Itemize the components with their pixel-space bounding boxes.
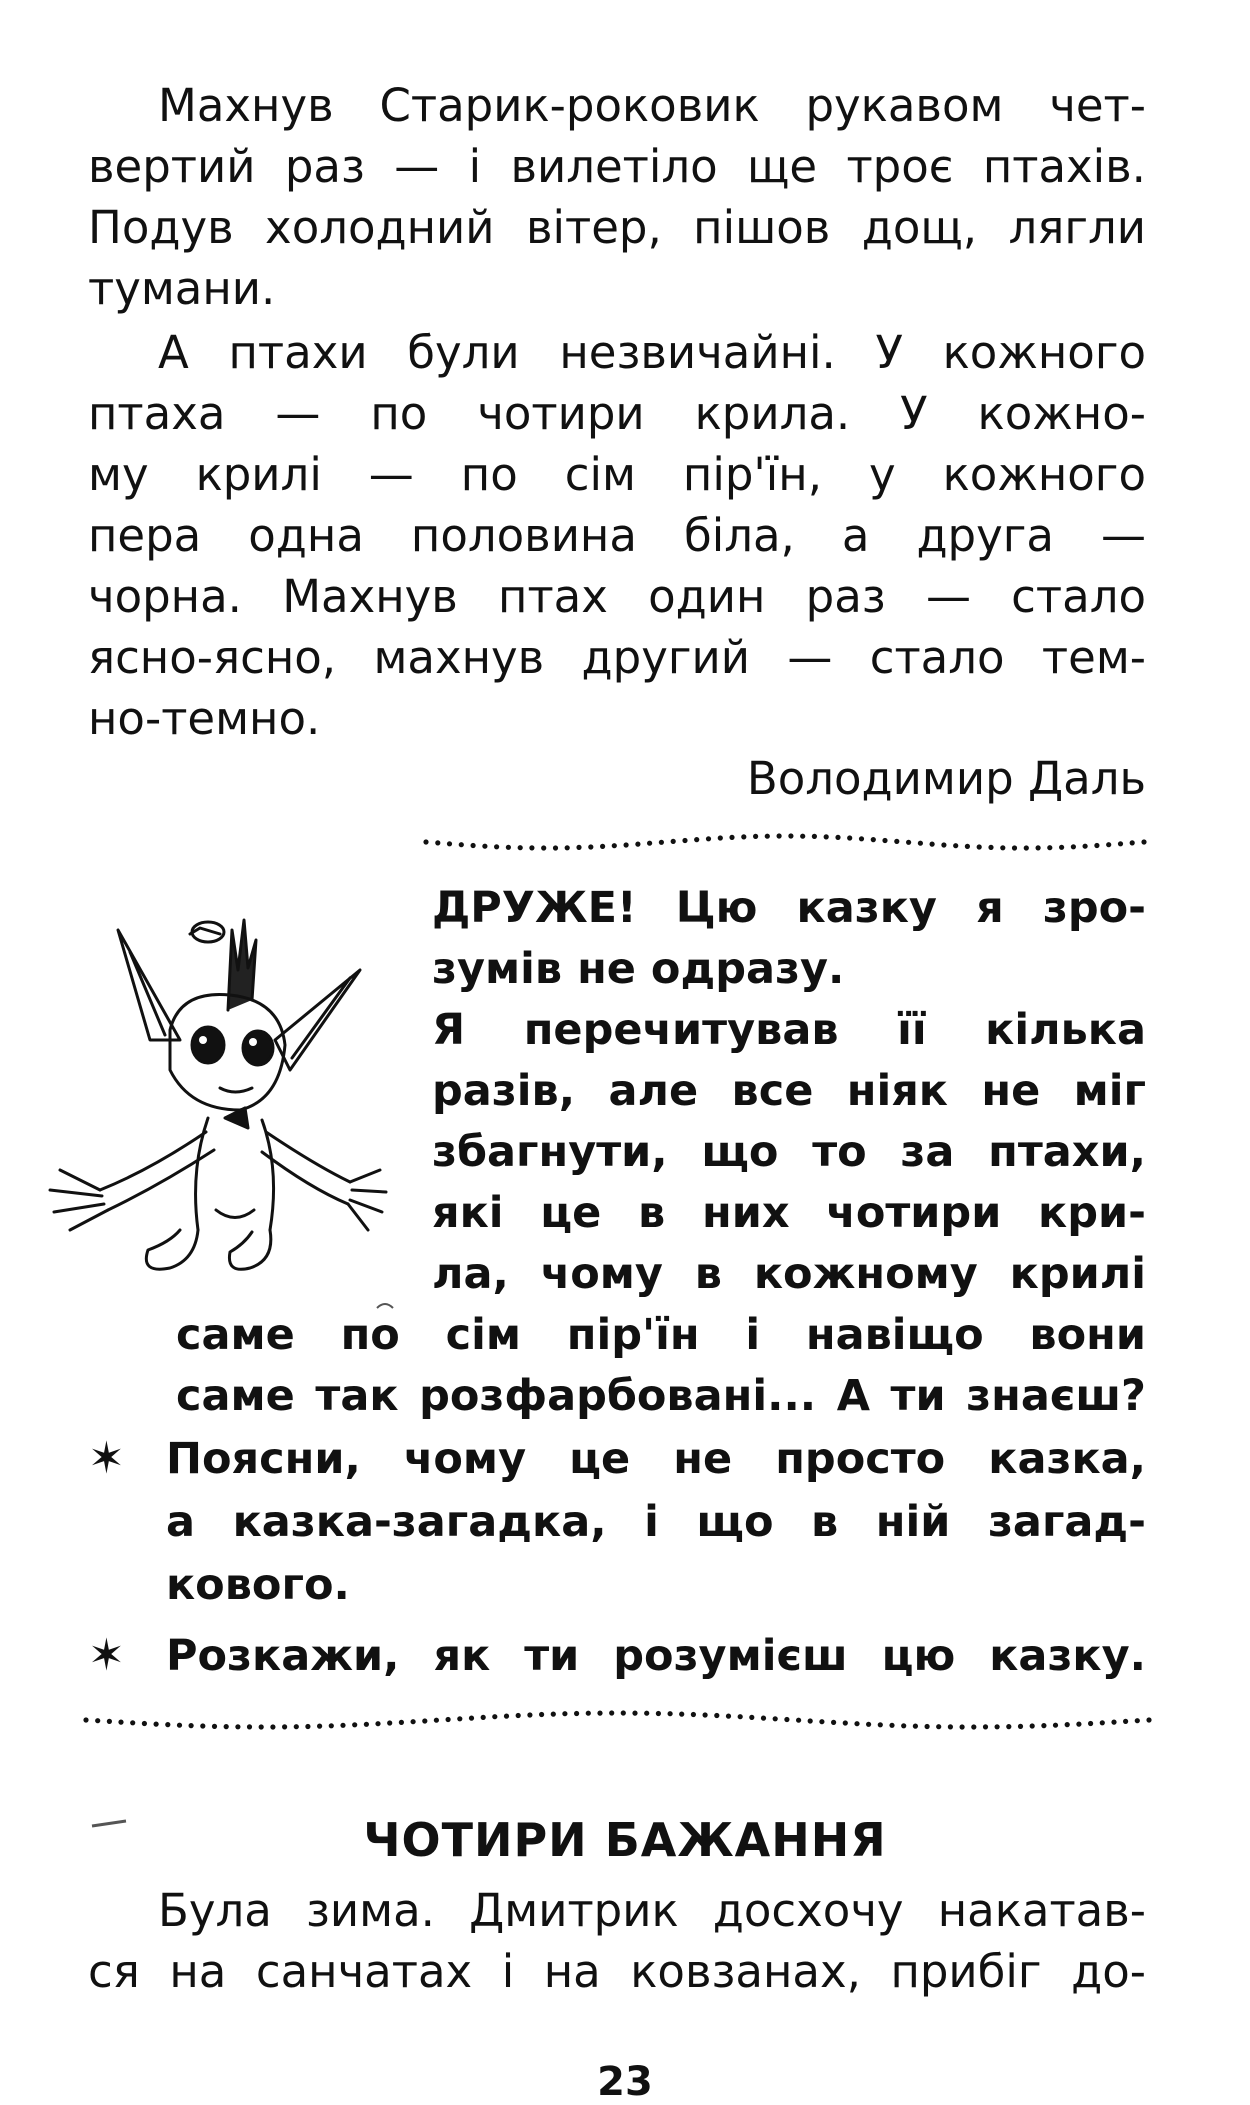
question-item-cont: [88, 1491, 1146, 1553]
note-line: саме так розфарбовані... А ти знаєш?: [176, 1371, 1146, 1421]
border-dot: [859, 836, 864, 841]
border-dot: [983, 1724, 988, 1729]
border-dot: [1030, 1723, 1035, 1728]
note-line: зумів не одразу.: [432, 944, 845, 994]
border-dot: [482, 844, 487, 849]
border-dot: [925, 1724, 930, 1729]
note-line: ла, чому в кожному крилі: [432, 1249, 1146, 1299]
question-line: а казка-загадка, і що в ній загад-: [166, 1497, 1146, 1547]
border-dot: [1141, 839, 1146, 844]
border-dot: [270, 1724, 275, 1729]
border-dot: [1088, 1721, 1093, 1726]
border-dot: [1059, 845, 1064, 850]
story-line: ся на санчатах і на ковзанах, прибіг до-: [88, 1945, 1146, 1998]
story-line: А птахи були незвичайні. У кожного: [158, 326, 1146, 379]
border-dot: [953, 843, 958, 848]
border-dot: [189, 1723, 194, 1728]
question-line: кового.: [166, 1560, 350, 1610]
border-dot: [1123, 1719, 1128, 1724]
border-dot: [387, 1720, 392, 1725]
border-dot: [305, 1724, 310, 1729]
border-dot: [761, 1716, 766, 1721]
note-line: разів, але все ніяк не міг: [432, 1066, 1146, 1116]
border-dot: [609, 1710, 614, 1715]
border-dot: [635, 842, 640, 847]
border-dot: [659, 840, 664, 845]
border-dot: [165, 1722, 170, 1727]
border-dot: [889, 1723, 894, 1728]
border-dot: [329, 1723, 334, 1728]
border-dot: [671, 839, 676, 844]
border-dot: [224, 1724, 229, 1729]
story-line: ясно-ясно, махнув другий — стало тем-: [88, 631, 1146, 684]
border-dot: [504, 1714, 509, 1719]
border-dot: [1100, 1720, 1105, 1725]
border-dot: [835, 835, 840, 840]
star-bullet-icon: ✶: [88, 1433, 125, 1484]
border-dot: [612, 843, 617, 848]
border-dot: [435, 840, 440, 845]
border-dot: [882, 838, 887, 843]
border-dot: [1006, 1724, 1011, 1729]
border-dot: [714, 1713, 719, 1718]
border-dot: [679, 1712, 684, 1717]
goblin-character-icon: [30, 870, 390, 1290]
border-dot: [682, 838, 687, 843]
star-bullet-icon: ✶: [88, 1630, 125, 1681]
border-dot: [586, 1711, 591, 1716]
question-line: Розкажи, як ти розумієш цю казку.: [166, 1631, 1146, 1681]
border-dot: [624, 842, 629, 847]
border-dot: [471, 843, 476, 848]
note-line: саме по сім пір'їн і навіщо вони: [176, 1310, 1146, 1360]
border-dot: [588, 844, 593, 849]
border-dot: [154, 1722, 159, 1727]
question-item-cont: [88, 1554, 1146, 1616]
border-dot: [960, 1724, 965, 1729]
border-dot: [492, 1714, 497, 1719]
border-dot: [854, 1721, 859, 1726]
border-dot: [738, 1714, 743, 1719]
border-dot: [930, 842, 935, 847]
border-dot: [784, 1717, 789, 1722]
border-dot: [1106, 842, 1111, 847]
border-dot: [1036, 845, 1041, 850]
border-dot: [706, 836, 711, 841]
border-dot: [130, 1720, 135, 1725]
border-dot: [894, 839, 899, 844]
border-dot: [819, 1719, 824, 1724]
border-dot: [107, 1719, 112, 1724]
border-dot: [1018, 1724, 1023, 1729]
border-dot: [847, 835, 852, 840]
border-dot: [729, 835, 734, 840]
border-dot: [647, 841, 652, 846]
border-dot: [831, 1720, 836, 1725]
border-dot: [788, 833, 793, 838]
border-dot: [995, 1724, 1000, 1729]
border-dot: [317, 1724, 322, 1729]
border-dot: [375, 1721, 380, 1726]
story-line: Подув холодний вітер, пішов дощ, лягли: [88, 201, 1146, 254]
border-dot: [1083, 844, 1088, 849]
question-item: [88, 1625, 1146, 1687]
border-dot: [553, 845, 558, 850]
border-dot: [843, 1720, 848, 1725]
story-line: чорна. Махнув птах один раз — стало: [88, 570, 1146, 623]
story-line: Махнув Старик-роковик рукавом чет-: [158, 79, 1146, 132]
border-dot: [235, 1724, 240, 1729]
border-dot: [95, 1718, 100, 1723]
border-dot: [118, 1720, 123, 1725]
border-dot: [565, 845, 570, 850]
border-dot: [668, 1711, 673, 1716]
border-dot: [808, 1718, 813, 1723]
note-line: Я перечитував її кілька: [432, 1005, 1146, 1055]
border-dot: [200, 1723, 205, 1728]
border-dot: [1094, 843, 1099, 848]
border-dot: [1130, 840, 1135, 845]
border-dot: [1041, 1723, 1046, 1728]
question-line: Поясни, чому це не просто казка,: [166, 1434, 1146, 1484]
story-line: птаха — по чотири крила. У кожно-: [88, 387, 1146, 440]
border-dot: [773, 1716, 778, 1721]
border-dot: [1111, 1720, 1116, 1725]
border-dot: [527, 1712, 532, 1717]
border-dot: [83, 1717, 88, 1722]
border-dot: [516, 1713, 521, 1718]
border-dot: [423, 839, 428, 844]
border-dot: [282, 1724, 287, 1729]
border-dot: [1024, 845, 1029, 850]
border-dot: [294, 1724, 299, 1729]
border-dot: [871, 837, 876, 842]
border-dot: [918, 841, 923, 846]
border-dot: [352, 1722, 357, 1727]
page-number: 23: [597, 2059, 653, 2105]
border-dot: [694, 837, 699, 842]
border-dot: [913, 1724, 918, 1729]
story-line: Була зима. Дмитрик досхочу накатав-: [158, 1884, 1146, 1937]
story-line: вертий раз — і вилетіло ще троє птахів.: [88, 140, 1146, 193]
border-dot: [1076, 1722, 1081, 1727]
border-dot: [597, 1711, 602, 1716]
border-dot: [1053, 1723, 1058, 1728]
border-dot: [824, 834, 829, 839]
border-dot: [551, 1712, 556, 1717]
border-dot: [936, 1724, 941, 1729]
border-dot: [177, 1723, 182, 1728]
border-dot: [971, 1724, 976, 1729]
border-dot: [600, 844, 605, 849]
border-dot: [562, 1711, 567, 1716]
border-dot: [765, 834, 770, 839]
border-dot: [878, 1722, 883, 1727]
border-dot: [800, 834, 805, 839]
border-dot: [259, 1724, 264, 1729]
story-title-text: ЧОТИРИ БАЖАННЯ: [363, 1813, 887, 1867]
dotted-border-bottom: [80, 1700, 1155, 1740]
border-dot: [142, 1721, 147, 1726]
border-dot: [340, 1723, 345, 1728]
border-dot: [753, 834, 758, 839]
border-dot: [576, 845, 581, 850]
border-dot: [518, 845, 523, 850]
border-dot: [1146, 1717, 1151, 1722]
story-line: пера одна половина біла, а друга —: [88, 509, 1146, 562]
border-dot: [632, 1711, 637, 1716]
border-dot: [1012, 845, 1017, 850]
border-dot: [941, 842, 946, 847]
border-dot: [1047, 845, 1052, 850]
border-dot: [749, 1715, 754, 1720]
border-dot: [1000, 845, 1005, 850]
border-dot: [434, 1718, 439, 1723]
story-line: му крилі — по сім пір'їн, у кожного: [88, 448, 1146, 501]
border-dot: [541, 845, 546, 850]
border-dot: [481, 1715, 486, 1720]
border-dot: [364, 1722, 369, 1727]
border-dot: [459, 842, 464, 847]
border-dot: [506, 845, 511, 850]
border-dot: [812, 834, 817, 839]
note-line: збагнути, що то за птахи,: [432, 1127, 1146, 1177]
border-dot: [1071, 844, 1076, 849]
border-dot: [1065, 1722, 1070, 1727]
border-dot: [399, 1720, 404, 1725]
border-dot: [446, 1717, 451, 1722]
border-dot: [901, 1723, 906, 1728]
story-title: [345, 1810, 905, 1870]
border-dot: [644, 1711, 649, 1716]
border-dot: [906, 840, 911, 845]
border-dot: [656, 1711, 661, 1716]
story-line: но-темно.: [88, 692, 321, 745]
border-dot: [212, 1724, 217, 1729]
border-dot: [777, 833, 782, 838]
border-dot: [1135, 1718, 1140, 1723]
border-dot: [796, 1718, 801, 1723]
border-dot: [457, 1716, 462, 1721]
border-dot: [469, 1716, 474, 1721]
author-name: Володимир Даль: [746, 752, 1146, 805]
scan-mark: [90, 1818, 130, 1830]
border-dot: [447, 841, 452, 846]
border-dot: [247, 1724, 252, 1729]
question-item: [88, 1428, 1146, 1490]
border-dot: [411, 1719, 416, 1724]
border-dot: [529, 845, 534, 850]
border-dot: [726, 1714, 731, 1719]
border-dot: [718, 835, 723, 840]
story-line: тумани.: [88, 262, 276, 315]
border-dot: [574, 1711, 579, 1716]
dotted-border-top: [420, 825, 1150, 859]
border-dot: [988, 845, 993, 850]
border-dot: [948, 1724, 953, 1729]
border-dot: [691, 1712, 696, 1717]
note-line: ДРУЖЕ! Цю казку я зро-: [432, 883, 1146, 933]
border-dot: [965, 844, 970, 849]
border-dot: [539, 1712, 544, 1717]
border-dot: [866, 1722, 871, 1727]
border-dot: [977, 844, 982, 849]
border-dot: [494, 844, 499, 849]
border-dot: [621, 1710, 626, 1715]
border-dot: [741, 834, 746, 839]
border-dot: [1118, 841, 1123, 846]
note-line: які це в них чотири кри-: [432, 1188, 1146, 1238]
border-dot: [422, 1718, 427, 1723]
scan-mark: [375, 1300, 395, 1312]
border-dot: [703, 1712, 708, 1717]
